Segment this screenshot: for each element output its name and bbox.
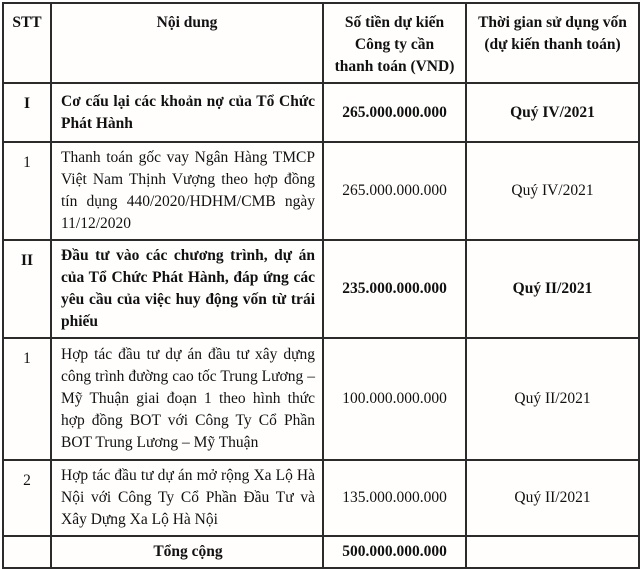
row-amount: 135.000.000.000 <box>323 460 466 536</box>
row-stt: 1 <box>3 142 51 240</box>
row-amount: 100.000.000.000 <box>323 338 466 460</box>
total-label: Tổng cộng <box>51 536 323 568</box>
row-content: Thanh toán gốc vay Ngân Hàng TMCP Việt Nam Thịnh Vượng theo hợp đồng tín dụng 440/2020/HDHM/CMB ngày 11/12/2020 <box>51 142 323 240</box>
table-row-item-2-2 <box>3 460 639 536</box>
row-amount: 265.000.000.000 <box>323 83 466 142</box>
row-content: Đầu tư vào các chương trình, dự án của Tổ Chức Phát Hành, đáp ứng các yêu cầu của việc huy động vốn từ trái phiếu <box>51 240 323 338</box>
table-row-item-2-1 <box>3 338 639 460</box>
row-amount: 235.000.000.000 <box>323 240 466 338</box>
row-stt: II <box>3 240 51 338</box>
row-time: Quý II/2021 <box>466 338 639 460</box>
table-row-section-1 <box>3 83 639 142</box>
total-time-empty <box>466 536 639 568</box>
table-row-section-2 <box>3 240 639 338</box>
payment-plan-table <box>2 2 640 569</box>
row-content: Hợp tác đầu tư dự án đầu tư xây dựng công trình đường cao tốc Trung Lương – Mỹ Thuận giai đoạn 1 theo hình thức hợp đồng BOT với Công Ty Cổ Phần BOT Trung Lương – Mỹ Thuận <box>51 338 323 460</box>
header-cell-amount: Số tiền dự kiến Công ty cần thanh toán (VND) <box>323 3 466 83</box>
total-amount: 500.000.000.000 <box>323 536 466 568</box>
header-cell-time: Thời gian sử dụng vốn (dự kiến thanh toán) <box>466 3 639 83</box>
total-stt-empty <box>3 536 51 568</box>
row-time: Quý II/2021 <box>466 460 639 536</box>
row-amount: 265.000.000.000 <box>323 142 466 240</box>
row-content: Hợp tác đầu tư dự án mở rộng Xa Lộ Hà Nội với Công Ty Cổ Phần Đầu Tư và Xây Dựng Xa Lộ Hà Nội <box>51 460 323 536</box>
row-stt: 2 <box>3 460 51 536</box>
header-cell-stt: STT <box>3 3 51 83</box>
row-content: Cơ cấu lại các khoản nợ của Tổ Chức Phát Hành <box>51 83 323 142</box>
row-time: Quý IV/2021 <box>466 142 639 240</box>
table-header-row <box>3 3 639 83</box>
header-cell-content: Nội dung <box>51 3 323 83</box>
row-time: Quý II/2021 <box>466 240 639 338</box>
row-stt: 1 <box>3 338 51 460</box>
table-total-row <box>3 536 639 568</box>
row-stt: I <box>3 83 51 142</box>
table-row-item-1-1 <box>3 142 639 240</box>
row-time: Quý IV/2021 <box>466 83 639 142</box>
